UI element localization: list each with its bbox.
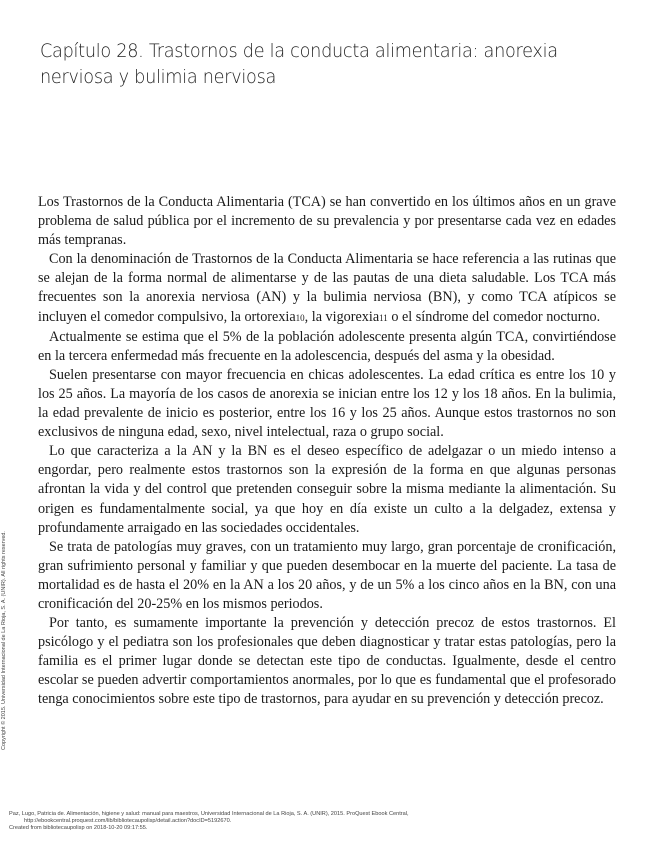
footnote-ref-11[interactable]: 11 [379, 312, 388, 323]
paragraph-5: Lo que caracteriza a la AN y la BN es el deseo específico de adelgazar o un miedo intenso a engordar, pero realmente estos trastornos son la expresión de la forma en que algunas personas afrontan la vida y del control que pretenden conseguir sobre la misma mediante la alimentación. Su origen es fundamentalmente social, ya que hoy en día existe un culto a la delgadez, extensa y profundamente arraigado en las sociedades occidentales. [38, 443, 616, 536]
footnote-ref-10[interactable]: 10 [295, 312, 305, 323]
footer-url[interactable]: http://ebookcentral.proquest.com/lib/bibliotecaupolisp/detail.action?docID=5192670. [24, 818, 232, 825]
paragraph-2-part-c: o el síndrome del comedor nocturno. [387, 308, 601, 325]
chapter-title: Capítulo 28. Trastornos de la conducta alimentaria: anorexia nerviosa y bulimia nerviosa [40, 40, 558, 88]
paragraph-6: Se trata de patologías muy graves, con un tratamiento muy largo, gran porcentaje de cronificación, gran sufrimiento personal y familiar y que pueden desembocar en la muerte del paciente. La tasa de mortalidad es de hasta el 20% en la AN a los 20 años, y de un 5% a los cinco años en la BN, con una cronificación del 20-25% en los mismos periodos. [38, 538, 616, 612]
paragraph-2-part-b: , la vigorexia [304, 308, 380, 325]
footer-citation: Paz, Lugo, Patricia de. Alimentación, higiene y salud: manual para maestros, Universidad Internacional de La Rioja, S. A. (UNIR), 2015. ProQuest Ebook Central, [9, 811, 409, 817]
page-footer [9, 811, 609, 833]
paragraph-4: Suelen presentarse con mayor frecuencia en chicas adolescentes. La edad crítica es entre los 10 y los 25 años. La mayoría de los casos de anorexia se inician entre los 12 y los 18 años. En la bulimia, la edad prevalente de inicio es posterior, entre los 16 y los 25 años. Aunque estos trastornos no son exclusivos de ninguna edad, sexo, nivel intelectual, raza o grupo social. [38, 366, 616, 441]
paragraph-1: Los Trastornos de la Conducta Alimentaria (TCA) se han convertido en los últimos años en un grave problema de salud pública por el incremento de su prevalencia y por presentarse cada vez en edades más tempranas. [38, 194, 616, 249]
paragraph-7: Por tanto, es sumamente importante la prevención y detección precoz de estos trastornos. El psicólogo y el pediatra son los profesionales que deben diagnosticar y tratar estas patologías, pero la familia es el primer lugar donde se detectan este tipo de conductas. Igualmente, desde el centro escolar se pueden advertir comportamientos anormales, por lo que es fundamental que el profesorado tenga conocimientos sobre este tipo de trastornos, para ayudar en su prevención y detección precoz. [38, 615, 616, 708]
side-copyright-notice: Copyright © 2015. Universidad Internacional de La Rioja, S. A. (UNIR). All rights reserved. [1, 531, 7, 750]
paragraph-2-part-a: Con la denominación de Trastornos de la Conducta Alimentaria se hace referencia a las rutinas que se alejan de la forma normal de alimentarse y de las pautas de una dieta saludable. Los TCA más frecuentes son la anorexia nerviosa (AN) y la bulimia nerviosa (BN), y como TCA atípicos se incluyen el comedor compulsivo, la ortorexia [38, 251, 616, 325]
paragraph-2 [38, 250, 616, 327]
body-text [38, 193, 616, 710]
footer-created: Created from bibliotecaupolisp on 2018-10-20 09:17:55. [9, 825, 148, 832]
paragraph-3: Actualmente se estima que el 5% de la población adolescente presenta algún TCA, convirtiéndose en la tercera enfermedad más frecuente en la adolescencia, después del asma y la obesidad. [38, 328, 616, 364]
